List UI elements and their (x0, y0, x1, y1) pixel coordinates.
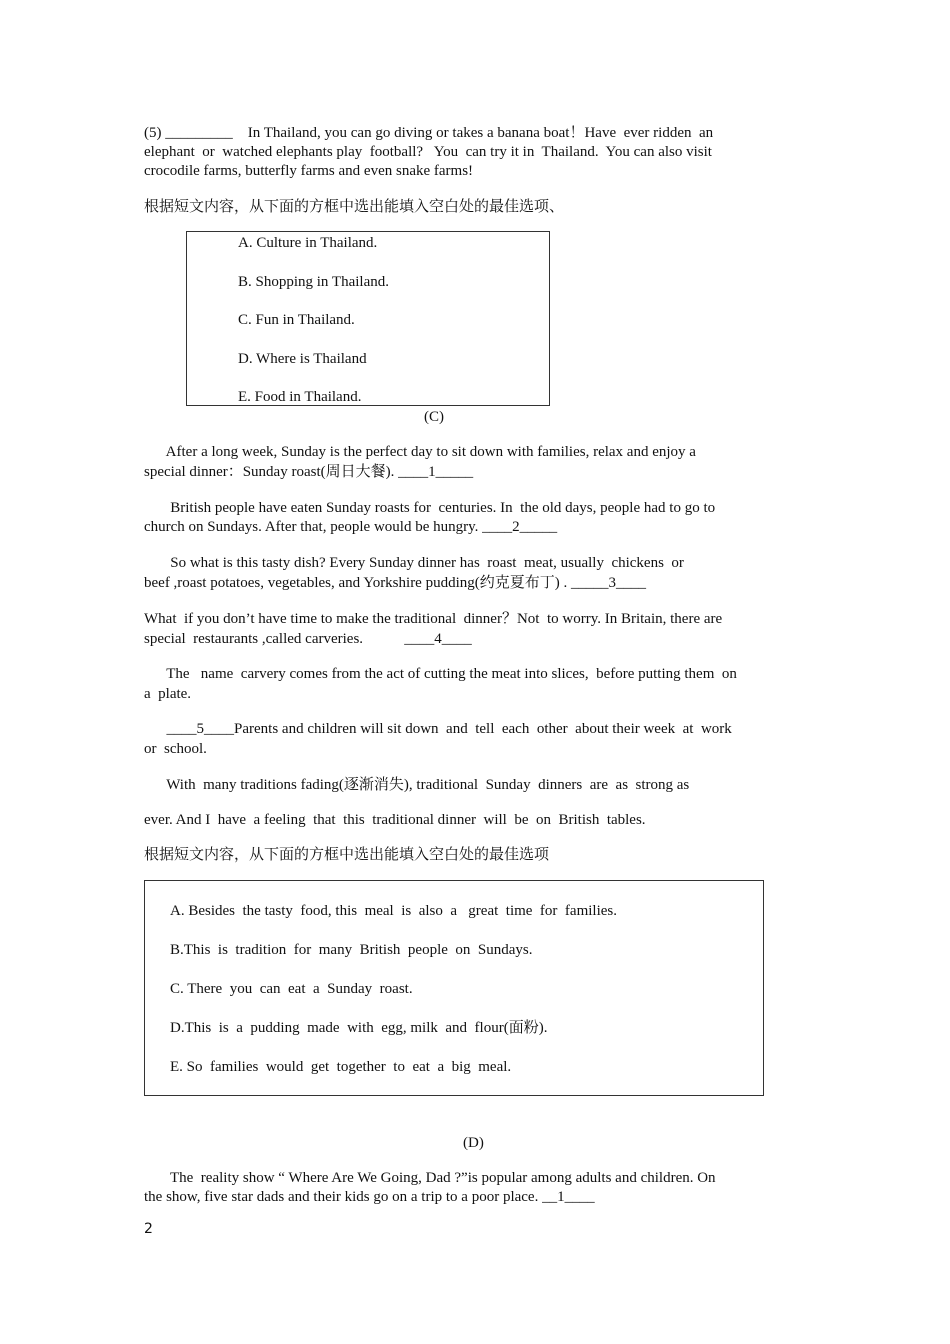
para5-line-3: crocodile farms, butterfly farms and even snake farms! (144, 163, 474, 179)
option-b-c: C. Fun in Thailand. (238, 312, 355, 328)
option-c-d: D.This is a pudding made with egg, milk and flour(面粉). (170, 1020, 548, 1036)
option-c-b: B.This is tradition for many British people on Sundays. (170, 942, 533, 958)
option-c-c: C. There you can eat a Sunday roast. (170, 981, 413, 997)
d-line-2: the show, five star dads and their kids go on a trip to a poor place. __1____ (144, 1189, 595, 1205)
para5-line-1: (5) _________ In Thailand, you can go diving or takes a banana boat！Have ever ridden an (144, 125, 714, 141)
c-line-8: special restaurants ,called carveries. ____4____ (144, 631, 472, 647)
section-c-heading: (C) (424, 409, 444, 425)
instruction-b: 根据短文内容，从下面的方框中选出能填入空白处的最佳选项、 (144, 199, 565, 215)
options-box-c (144, 880, 764, 1096)
option-c-a: A. Besides the tasty food, this meal is also a great time for families. (170, 903, 617, 919)
c-line-5: So what is this tasty dish? Every Sunday dinner has roast meat, usually chickens or (144, 555, 684, 571)
page-number: 2 (144, 1221, 153, 1237)
c-line-9: The name carvery comes from the act of cutting the meat into slices, before putting them on (144, 666, 737, 682)
option-b-d: D. Where is Thailand (238, 351, 367, 367)
c-line-14: ever. And I have a feeling that this traditional dinner will be on British tables. (144, 812, 646, 828)
options-box-b (186, 231, 550, 406)
c-line-11: ____5____Parents and children will sit down and tell each other about their week at work (144, 721, 732, 737)
c-line-1: After a long week, Sunday is the perfect day to sit down with families, relax and enjoy a (144, 444, 696, 460)
option-b-b: B. Shopping in Thailand. (238, 274, 389, 290)
option-b-a: A. Culture in Thailand. (238, 235, 378, 251)
c-line-2: special dinner：Sunday roast(周日大餐). ____1_____ (144, 464, 474, 480)
c-line-3: British people have eaten Sunday roasts for centuries. In the old days, people had to go to (144, 500, 716, 516)
c-line-13: With many traditions fading(逐渐消失), traditional Sunday dinners are as strong as (144, 777, 690, 793)
c-line-4: church on Sundays. After that, people would be hungry. ____2_____ (144, 519, 558, 535)
c-line-10: a plate. (144, 686, 192, 702)
section-d-heading: (D) (463, 1135, 484, 1151)
para5-line-2: elephant or watched elephants play football? You can try it in Thailand. You can also visit (144, 144, 712, 160)
c-line-12: or school. (144, 741, 207, 757)
d-line-1: The reality show “ Where Are We Going, Dad ?”is popular among adults and children. On (144, 1170, 716, 1186)
option-c-e: E. So families would get together to eat a big meal. (170, 1059, 512, 1075)
option-b-e: E. Food in Thailand. (238, 389, 362, 405)
c-line-6: beef ,roast potatoes, vegetables, and Yorkshire pudding(约克夏布丁) . _____3____ (144, 575, 647, 591)
c-line-7: What if you don’t have time to make the traditional dinner？Not to worry. In Britain, there are (144, 611, 723, 627)
instruction-c: 根据短文内容，从下面的方框中选出能填入空白处的最佳选项 (144, 847, 550, 863)
